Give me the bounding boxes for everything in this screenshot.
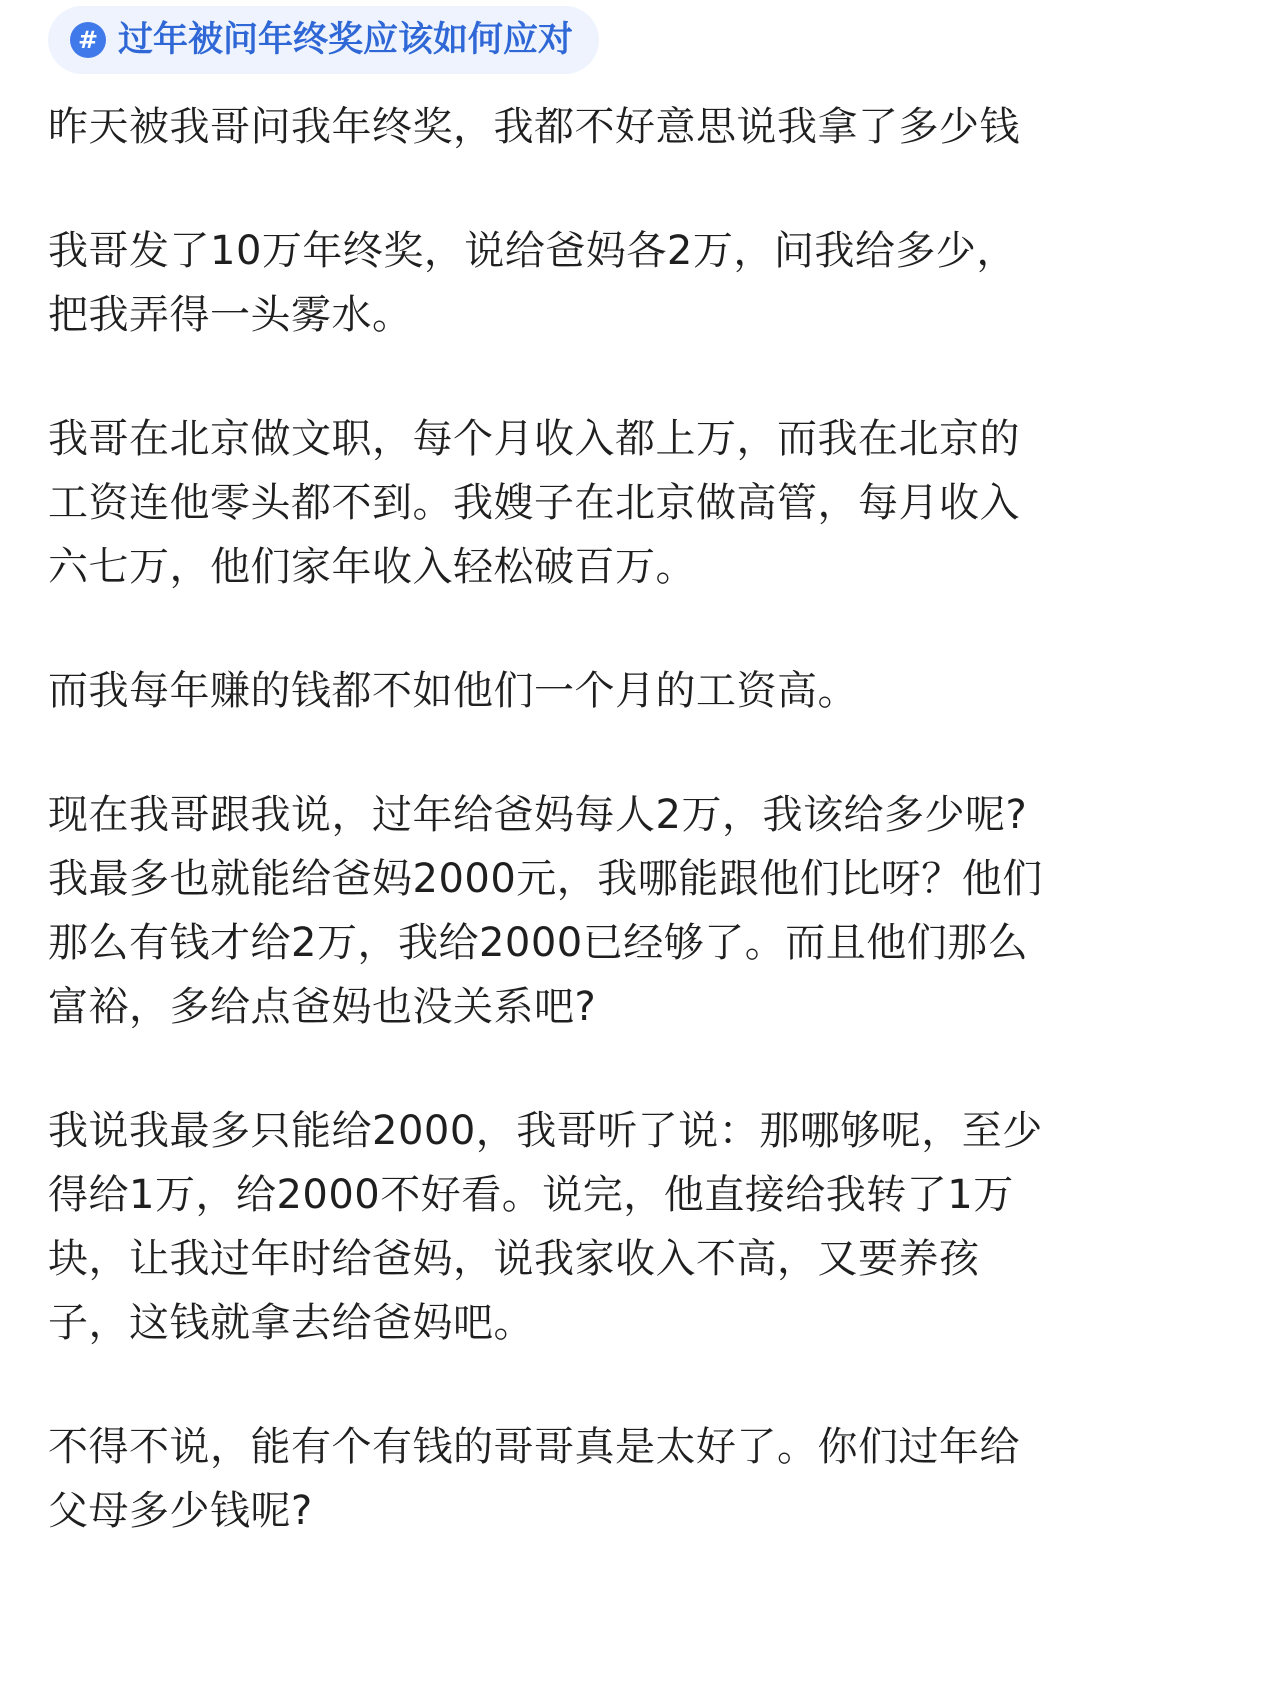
post-paragraph bbox=[48, 95, 1228, 159]
topic-tag[interactable] bbox=[48, 6, 599, 74]
post-line: 工资连他零头都不到。我嫂子在北京做高管，每月收入 bbox=[48, 480, 1020, 526]
post-line: 子，这钱就拿去给爸妈吧。 bbox=[48, 1300, 534, 1346]
post-line: 我哥在北京做文职，每个月收入都上万，而我在北京的 bbox=[48, 416, 1020, 462]
post-line: 现在我哥跟我说，过年给爸妈每人2万，我该给多少呢? bbox=[48, 792, 1028, 838]
hashtag-icon: # bbox=[70, 22, 106, 58]
post-body bbox=[48, 95, 1228, 1603]
post-line: 我说我最多只能给2000，我哥听了说：那哪够呢，至少 bbox=[48, 1108, 1043, 1154]
post-paragraph bbox=[48, 783, 1228, 1039]
post-line: 把我弄得一头雾水。 bbox=[48, 292, 413, 338]
post-paragraph bbox=[48, 1099, 1228, 1355]
post-line: 我最多也就能给爸妈2000元，我哪能跟他们比呀？他们 bbox=[48, 856, 1043, 902]
post-line: 父母多少钱呢? bbox=[48, 1488, 313, 1534]
post-line: 那么有钱才给2万，我给2000已经够了。而且他们那么 bbox=[48, 920, 1029, 966]
post-line: 而我每年赚的钱都不如他们一个月的工资高。 bbox=[48, 668, 858, 714]
post-line: 块，让我过年时给爸妈，说我家收入不高，又要养孩 bbox=[48, 1236, 980, 1282]
post-line: 不得不说，能有个有钱的哥哥真是太好了。你们过年给 bbox=[48, 1424, 1020, 1470]
post-paragraph bbox=[48, 407, 1228, 599]
post-line: 六七万，他们家年收入轻松破百万。 bbox=[48, 544, 696, 590]
topic-label: 过年被问年终奖应该如何应对 bbox=[118, 19, 574, 60]
post-line: 昨天被我哥问我年终奖，我都不好意思说我拿了多少钱 bbox=[48, 104, 1020, 150]
post-line: 得给1万，给2000不好看。说完，他直接给我转了1万 bbox=[48, 1172, 1014, 1218]
post-paragraph bbox=[48, 659, 1228, 723]
post-paragraph bbox=[48, 1415, 1228, 1543]
post-line: 富裕，多给点爸妈也没关系吧? bbox=[48, 984, 597, 1030]
post-paragraph bbox=[48, 219, 1228, 347]
post-line: 我哥发了10万年终奖，说给爸妈各2万，问我给多少， bbox=[48, 228, 1017, 274]
